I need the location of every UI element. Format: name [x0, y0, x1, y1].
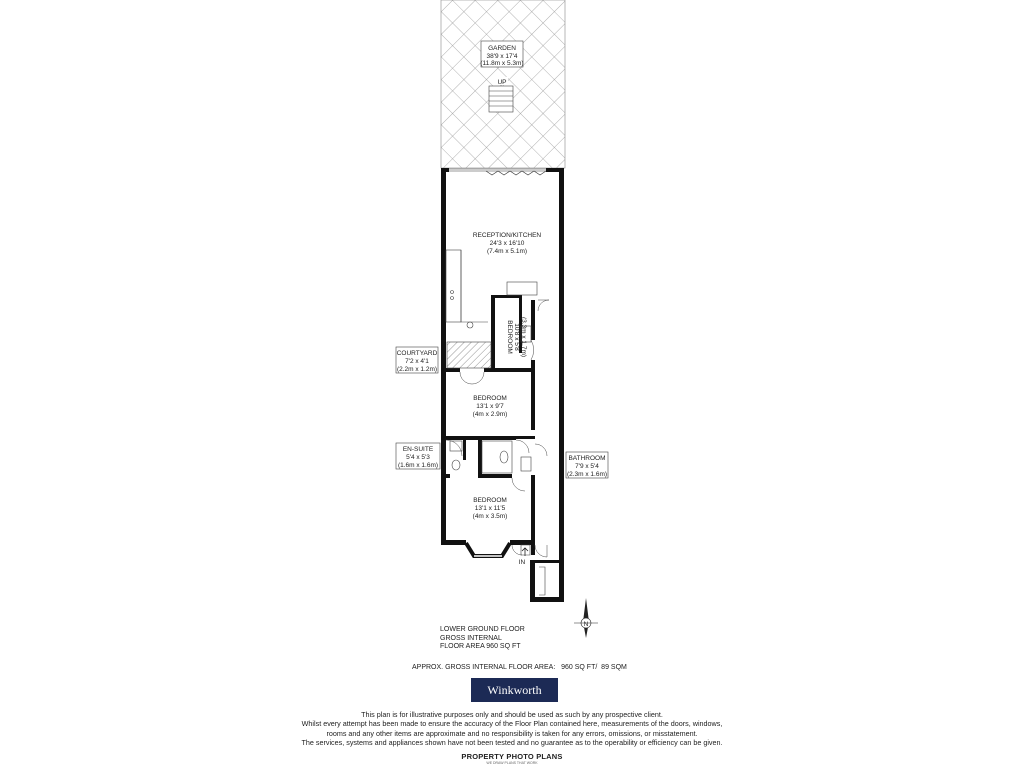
bedroom-middle-dimensions-metric: (4m x 2.9m) [472, 411, 508, 418]
ensuite-dimensions-metric: (1.6m x 1.6m) [397, 462, 439, 469]
disclaimer-line-1: This plan is for illustrative purposes only and should be used as such by any prospective client. [361, 710, 663, 719]
winkworth-logo: Winkworth [471, 678, 558, 702]
rear-bifold-doors [449, 169, 546, 175]
reception-kitchen-dimensions-metric: (7.4m x 5.1m) [486, 248, 528, 255]
garden-label: GARDEN [488, 45, 516, 52]
ensuite-label: EN-SUITE [402, 446, 434, 453]
disclaimer-line-2: Whilst every attempt has been made to ensure the accuracy of the Floor Plan contained here, measurements of the doors, windows, [301, 719, 723, 729]
bedroom-middle-dimensions: 13'1 x 9'7 [476, 403, 504, 410]
floor-area: FLOOR AREA 960 SQ FT [440, 643, 521, 650]
disclaimer [212, 710, 812, 747]
disclaimer-line-3: rooms and any other items are approximate and no responsibility is taken for any errors, omissions, or misstatement. [326, 728, 698, 738]
stairs-up-label: UP [497, 79, 507, 86]
garden-dimensions: 38'9 x 17'4 [486, 53, 518, 60]
bathroom-dimensions-metric: (2.3m x 1.6m) [566, 471, 608, 478]
property-photo-plans-tagline: WE DRAW PLANS THAT WORK [486, 761, 538, 765]
bedroom-middle-label: BEDROOM [473, 395, 507, 402]
floor-name: LOWER GROUND FLOOR [440, 626, 525, 633]
entrance-label: IN [518, 559, 526, 566]
bedroom-small-dimensions: 10'8 x 5'8 [513, 323, 520, 351]
total-area-summary: APPROX. GROSS INTERNAL FLOOR AREA: 960 SQ FT/ 89 SQM [412, 664, 627, 671]
ensuite-dimensions: 5'4 x 5'3 [406, 454, 430, 461]
floor-info [440, 626, 525, 652]
compass-north-label: N [583, 621, 589, 628]
bedroom-front-dimensions-metric: (4m x 3.5m) [472, 513, 508, 520]
garden-dimensions-metric: (11.8m x 5.3m) [480, 60, 524, 67]
bedroom-front-dimensions: 13'1 x 11'5 [474, 505, 506, 512]
courtyard-dimensions-metric: (2.2m x 1.2m) [396, 366, 438, 373]
bathroom-dimensions: 7'9 x 5'4 [575, 463, 599, 470]
courtyard-label: COURTYARD [396, 350, 438, 357]
disclaimer-line-4: The services, systems and appliances shown have not been tested and no guarantee as to the operability or efficiency can be given. [301, 737, 723, 747]
bedroom-front-label: BEDROOM [473, 497, 507, 504]
courtyard-area [447, 342, 491, 368]
courtyard-dimensions: 7'2 x 4'1 [405, 358, 429, 365]
bathroom-label: BATHROOM [568, 455, 606, 462]
north-compass-icon [574, 598, 598, 638]
bedroom-small-label-group [506, 317, 527, 357]
property-photo-plans-logo: PROPERTY PHOTO PLANS [461, 752, 563, 761]
reception-kitchen-label: RECEPTION/KITCHEN [472, 232, 542, 239]
bay-window [466, 543, 510, 556]
bedroom-small-dimensions-metric: (3.3m x 1.7m) [520, 316, 527, 358]
bedroom-small-label: BEDROOM [506, 320, 513, 354]
floor-gross-label: GROSS INTERNAL [440, 634, 502, 642]
reception-kitchen-dimensions: 24'3 x 16'10 [489, 240, 525, 247]
